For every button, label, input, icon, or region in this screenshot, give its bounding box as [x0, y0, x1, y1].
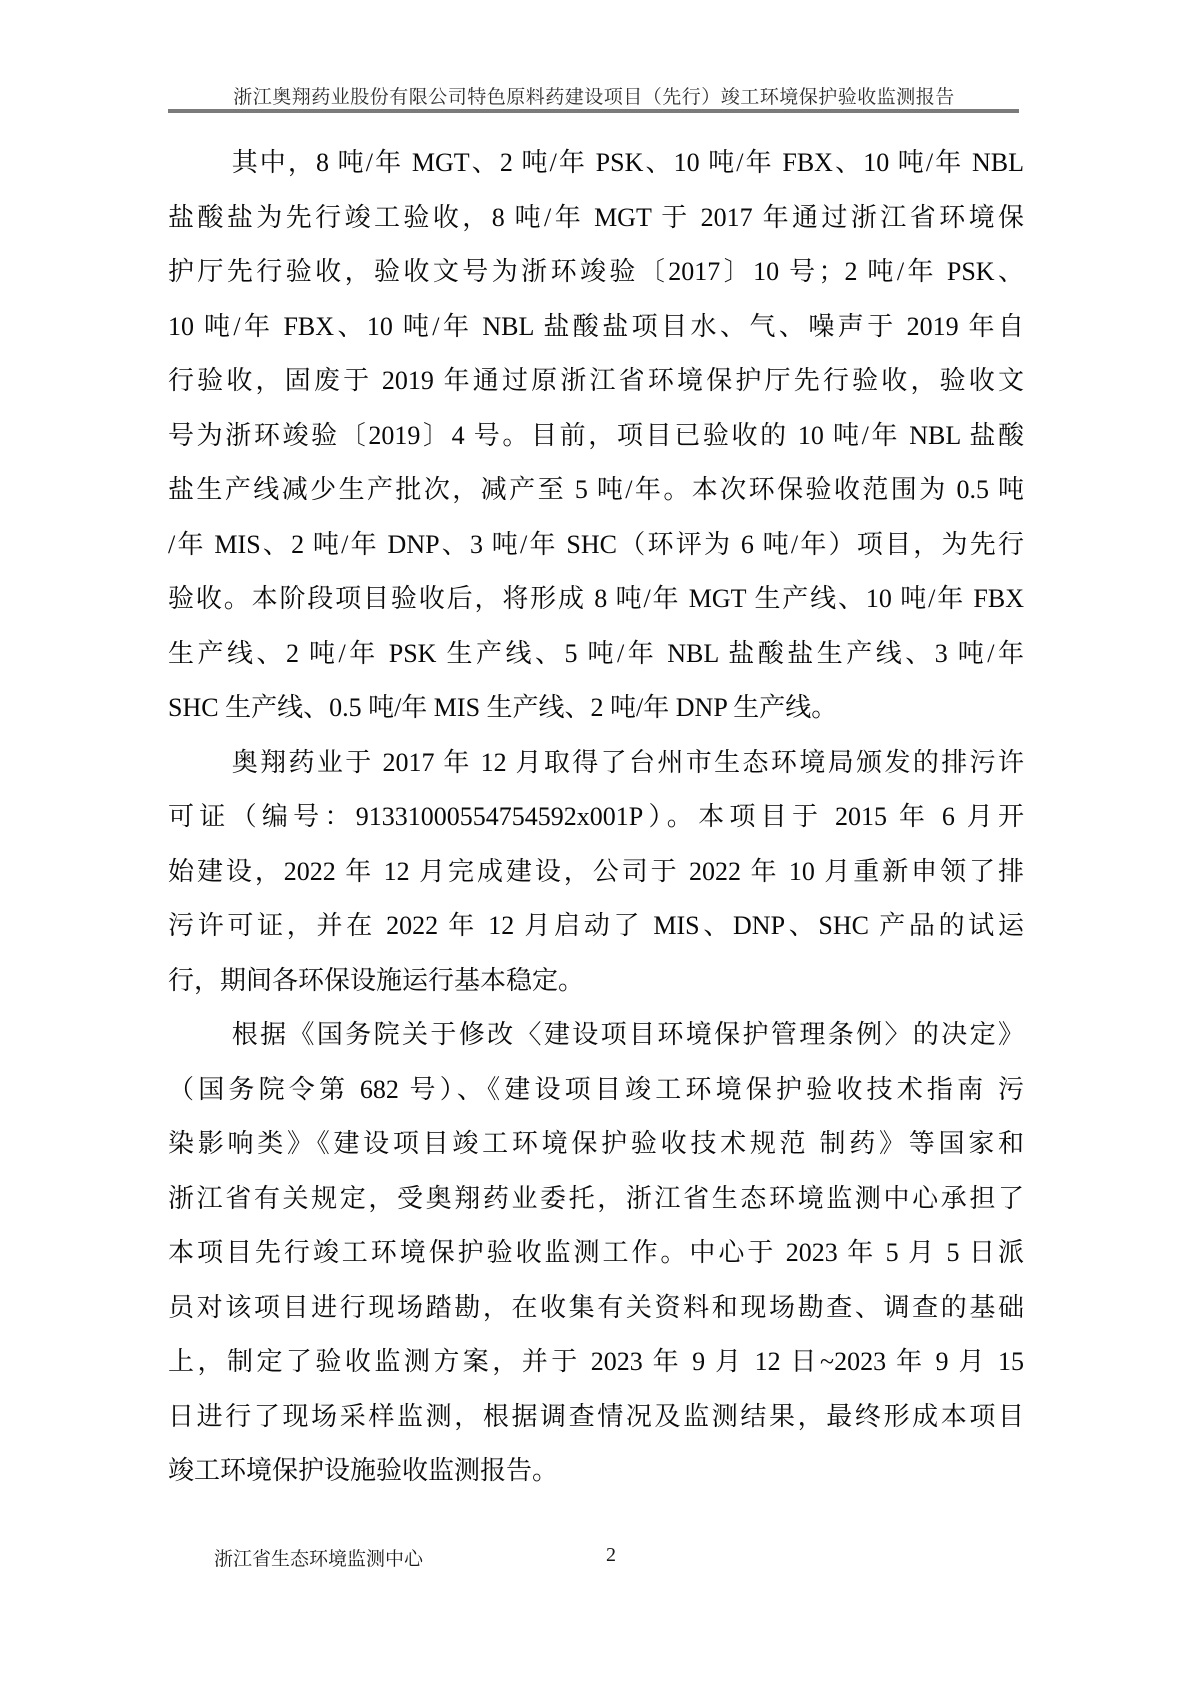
body-line: 生产线、2 吨/年 PSK 生产线、5 吨/年 NBL 盐酸盐生产线、3 吨/年 — [168, 638, 1024, 668]
body-line: 护厅先行验收，验收文号为浙环竣验〔2017〕10 号；2 吨/年 PSK、 — [168, 257, 1024, 286]
body-line: 盐生产线减少生产批次，减产至 5 吨/年。本次环保验收范围为 0.5 吨 — [168, 475, 1024, 504]
document-body-text — [168, 136, 1024, 1499]
body-line: 日进行了现场采样监测，根据调查情况及监测结果，最终形成本项目 — [168, 1401, 1024, 1431]
body-line: 上，制定了验收监测方案，并于 2023 年 9 月 12 日~2023 年 9 月 15 — [168, 1347, 1024, 1376]
footer-page-number: 2 — [606, 1544, 616, 1566]
body-line: /年 MIS、2 吨/年 DNP、3 吨/年 SHC（环评为 6 吨/年）项目，为先行 — [168, 529, 1024, 559]
body-line: 其中，8 吨/年 MGT、2 吨/年 PSK、10 吨/年 FBX、10 吨/年 NBL — [231, 148, 1024, 177]
body-line: 行，期间各环保设施运行基本稳定。 — [168, 965, 585, 995]
body-line: 盐酸盐为先行竣工验收，8 吨/年 MGT 于 2017 年通过浙江省环境保 — [168, 202, 1024, 232]
body-line: 根据《国务院关于修改〈建设项目环境保护管理条例〉的决定》 — [231, 1020, 1024, 1049]
body-line: 号为浙环竣验〔2019〕4 号。目前，项目已验收的 10 吨/年 NBL 盐酸 — [168, 420, 1024, 450]
body-line: 行验收，固废于 2019 年通过原浙江省环境保护厅先行验收，验收文 — [168, 366, 1024, 395]
body-line: 本项目先行竣工环境保护验收监测工作。中心于 2023 年 5 月 5 日派 — [168, 1238, 1024, 1267]
header-title: 浙江奥翔药业股份有限公司特色原料药建设项目（先行）竣工环境保护验收监测报告 — [233, 87, 955, 108]
body-line: 可证（编号：91331000554754592x001P）。本项目于 2015 年 6 月开 — [168, 802, 1024, 831]
body-line: 奥翔药业于 2017 年 12 月取得了台州市生态环境局颁发的排污许 — [231, 747, 1024, 777]
body-line: 浙江省有关规定，受奥翔药业委托，浙江省生态环境监测中心承担了 — [168, 1183, 1024, 1213]
body-line: SHC 生产线、0.5 吨/年 MIS 生产线、2 吨/年 DNP 生产线。 — [168, 693, 838, 722]
body-line: 染影响类》《建设项目竣工环境保护验收技术规范 制药》等国家和 — [168, 1129, 1024, 1158]
body-line: （国务院令第 682 号）、《建设项目竣工环境保护验收技术指南 污 — [168, 1074, 1024, 1104]
body-line: 竣工环境保护设施验收监测报告。 — [168, 1456, 559, 1485]
body-line: 员对该项目进行现场踏勘，在收集有关资料和现场勘查、调查的基础 — [168, 1292, 1024, 1322]
body-line: 10 吨/年 FBX、10 吨/年 NBL 盐酸盐项目水、气、噪声于 2019 年自 — [168, 311, 1024, 341]
header-rule — [168, 109, 1019, 113]
body-line: 始建设，2022 年 12 月完成建设，公司于 2022 年 10 月重新申领了排 — [168, 856, 1024, 886]
body-line: 验收。本阶段项目验收后，将形成 8 吨/年 MGT 生产线、10 吨/年 FBX — [168, 584, 1024, 613]
page-footer — [0, 1544, 1190, 1574]
footer-organization: 浙江省生态环境监测中心 — [214, 1549, 424, 1570]
body-line: 污许可证，并在 2022 年 12 月启动了 MIS、DNP、SHC 产品的试运 — [168, 911, 1024, 940]
